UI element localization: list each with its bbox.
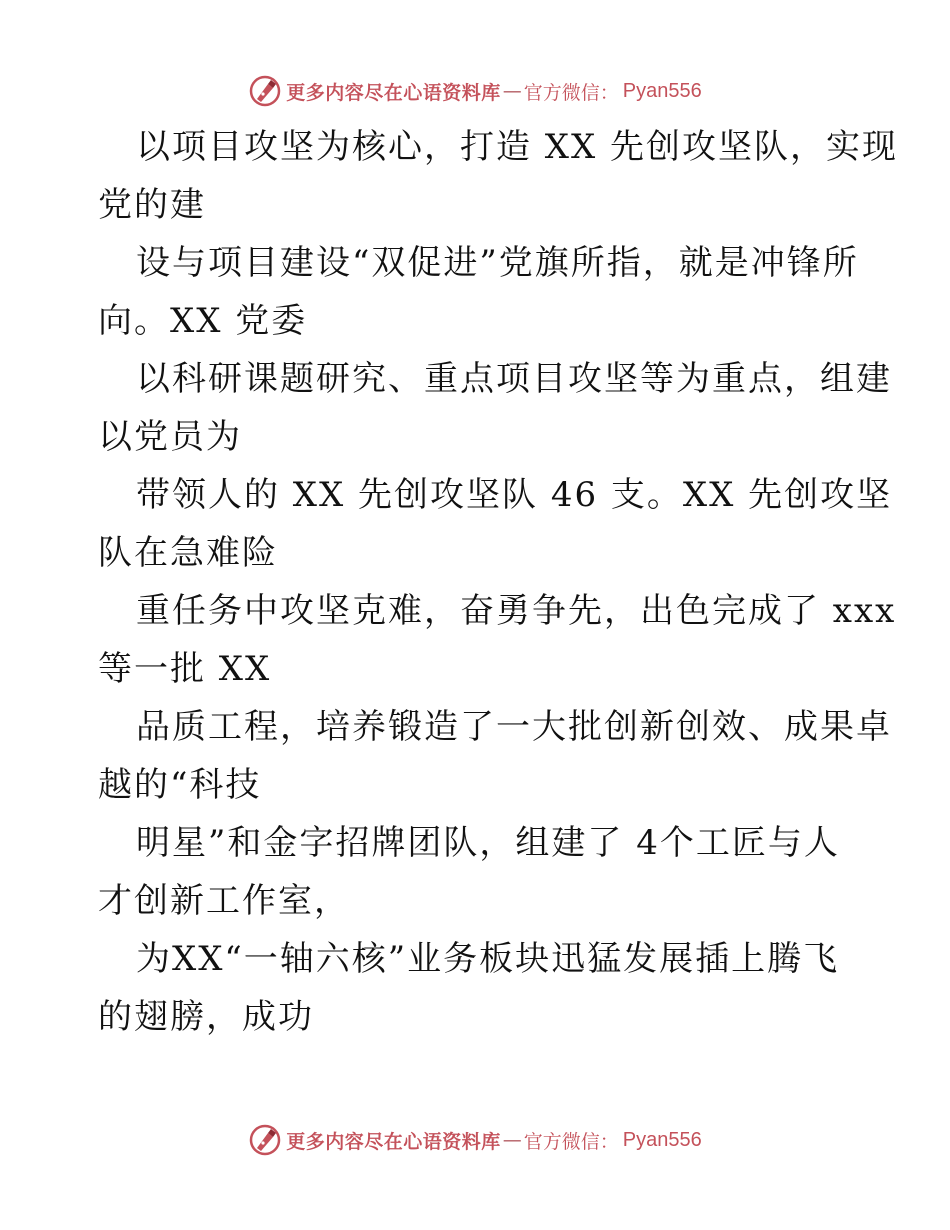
banner-separator: — bbox=[502, 1129, 522, 1151]
footer-banner bbox=[0, 1120, 950, 1160]
banner-wechat-id: Pyan556 bbox=[622, 1128, 702, 1151]
pen-nib-logo-icon bbox=[248, 74, 282, 108]
body-line: 党的建 bbox=[98, 185, 206, 225]
body-line: 明星”和金字招牌团队，组建了 4个工匠与人 bbox=[136, 823, 840, 863]
body-line: 带领人的 XX 先创攻坚队 46 支。XX 先创攻坚 bbox=[136, 475, 893, 515]
pen-nib-logo-icon bbox=[248, 1123, 282, 1157]
body-line: 为XX“一轴六核”业务板块迅猛发展插上腾飞 bbox=[136, 939, 840, 979]
header-banner bbox=[0, 71, 950, 111]
body-line: 等一批 XX bbox=[98, 649, 272, 689]
body-line: 重任务中攻坚克难，奋勇争先，出色完成了 xxx bbox=[136, 591, 897, 631]
banner-text: 更多内容尽在心语资料库 bbox=[286, 81, 501, 104]
body-line: 向。XX 党委 bbox=[98, 301, 308, 341]
document-body bbox=[98, 118, 899, 1046]
body-line: 以党员为 bbox=[98, 417, 242, 457]
banner-wechat-label: 官方微信： bbox=[523, 81, 619, 104]
banner-wechat-id: Pyan556 bbox=[622, 79, 702, 102]
banner-wechat-label: 官方微信： bbox=[523, 1130, 619, 1153]
body-line: 设与项目建设“双促进”党旗所指，就是冲锋所 bbox=[136, 243, 859, 283]
body-line: 的翅膀，成功 bbox=[98, 997, 314, 1037]
banner-separator: — bbox=[502, 80, 522, 102]
body-line: 越的“科技 bbox=[98, 765, 262, 805]
body-line: 队在急难险 bbox=[98, 533, 278, 573]
body-line: 才创新工作室， bbox=[98, 881, 350, 921]
banner-text: 更多内容尽在心语资料库 bbox=[286, 1130, 501, 1153]
body-line: 品质工程，培养锻造了一大批创新创效、成果卓 bbox=[136, 707, 892, 747]
body-line: 以项目攻坚为核心，打造 XX 先创攻坚队，实现 bbox=[136, 127, 899, 167]
body-line: 以科研课题研究、重点项目攻坚等为重点，组建 bbox=[136, 359, 892, 399]
